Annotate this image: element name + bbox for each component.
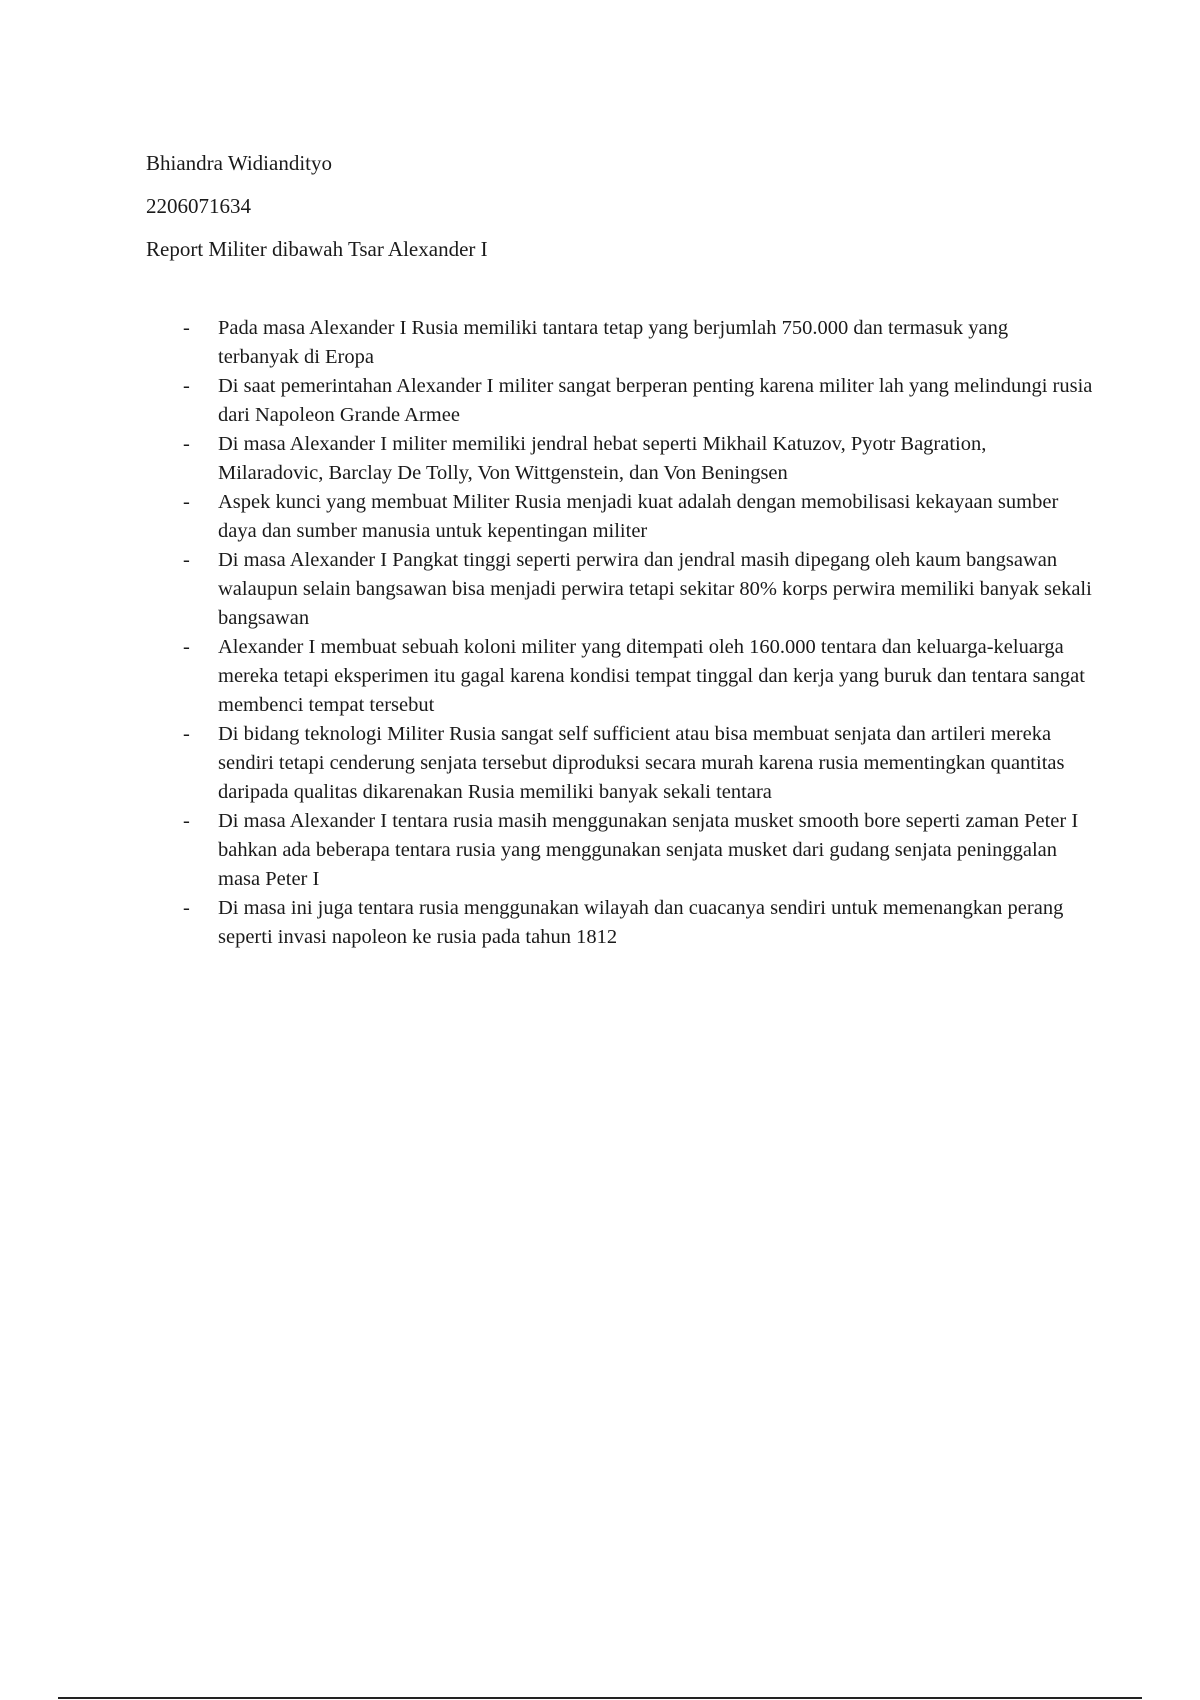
list-item <box>183 372 1093 430</box>
list-item <box>183 430 1093 488</box>
footer-rule <box>58 1697 1142 1699</box>
list-item <box>183 488 1093 546</box>
bullet-dash: - <box>183 897 190 919</box>
list-item <box>183 546 1093 633</box>
list-item-text: Aspek kunci yang membuat Militer Rusia menjadi kuat adalah dengan memobilisasi kekayaan sumber daya dan sumber manusia untuk kepentingan militer <box>218 491 1059 542</box>
bullet-dash: - <box>183 491 190 513</box>
list-item <box>183 807 1093 894</box>
document-header <box>146 142 488 271</box>
list-item <box>183 633 1093 720</box>
list-item <box>183 314 1093 372</box>
list-item-text: Di saat pemerintahan Alexander I militer sangat berperan penting karena militer lah yang melindungi rusia dari Napoleon Grande Armee <box>218 375 1093 426</box>
list-item-text: Di bidang teknologi Militer Rusia sangat self sufficient atau bisa membuat senjata dan artileri mereka sendiri tetapi cenderung senjata tersebut diproduksi secara murah karena rusia mementingkan quantitas daripada qualitas dikarenakan Rusia memiliki banyak sekali tentara <box>218 723 1065 803</box>
list-item-text: Di masa Alexander I militer memiliki jendral hebat seperti Mikhail Katuzov, Pyotr Bagration, Milaradovic, Barclay De Tolly, Von Wittgenstein, dan Von Beningsen <box>218 433 987 484</box>
bullet-dash: - <box>183 375 190 397</box>
author-name: Bhiandra Widiandityo <box>146 151 332 175</box>
bullet-dash: - <box>183 636 190 658</box>
bullet-dash: - <box>183 810 190 832</box>
list-item-text: Di masa Alexander I Pangkat tinggi seperti perwira dan jendral masih dipegang oleh kaum bangsawan walaupun selain bangsawan bisa menjadi perwira tetapi sekitar 80% korps perwira memiliki banyak sekali bangsawan <box>218 549 1092 629</box>
list-item-text: Di masa ini juga tentara rusia menggunakan wilayah dan cuacanya sendiri untuk memenangkan perang seperti invasi napoleon ke rusia pada tahun 1812 <box>218 897 1064 948</box>
document-title: Report Militer dibawah Tsar Alexander I <box>146 237 488 261</box>
list-item-text: Di masa Alexander I tentara rusia masih menggunakan senjata musket smooth bore seperti zaman Peter I bahkan ada beberapa tentara rusia yang menggunakan senjata musket dari gudang senjata peninggalan masa Peter I <box>218 810 1079 890</box>
list-item-text: Alexander I membuat sebuah koloni militer yang ditempati oleh 160.000 tentara dan keluarga-keluarga mereka tetapi eksperimen itu gagal karena kondisi tempat tinggal dan kerja yang buruk dan tentara sangat membenci tempat tersebut <box>218 636 1085 716</box>
list-item-text: Pada masa Alexander I Rusia memiliki tantara tetap yang berjumlah 750.000 dan termasuk yang terbanyak di Eropa <box>218 317 1009 368</box>
bullet-dash: - <box>183 549 190 571</box>
list-item <box>183 894 1093 952</box>
bullet-dash: - <box>183 317 190 339</box>
bullet-dash: - <box>183 723 190 745</box>
bullet-list <box>183 314 1093 952</box>
student-id: 2206071634 <box>146 194 251 218</box>
bullet-dash: - <box>183 433 190 455</box>
list-item <box>183 720 1093 807</box>
